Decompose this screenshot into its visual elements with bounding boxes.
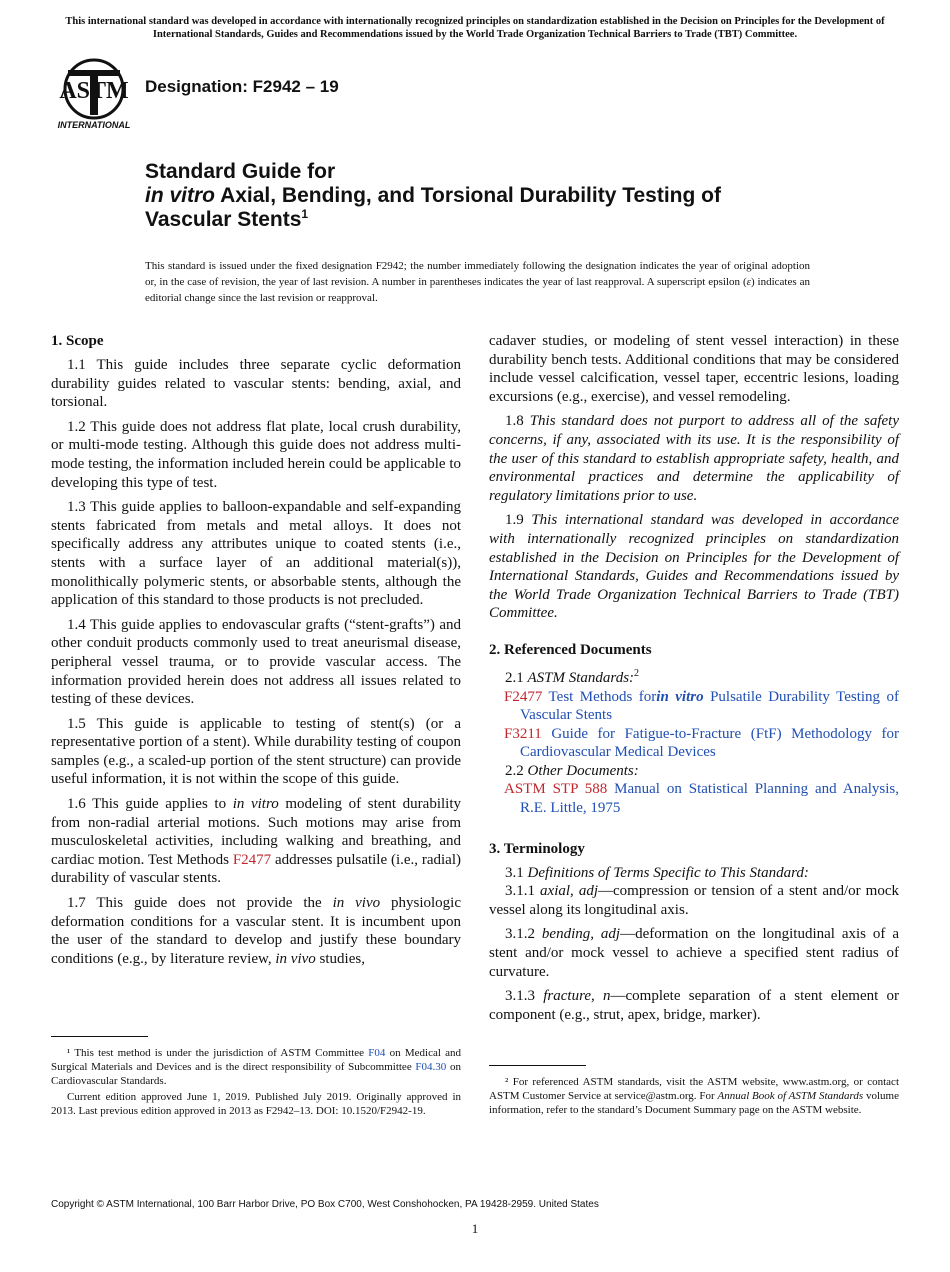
para-1-7-cont: cadaver studies, or modeling of stent vessel interaction) in these durability bench tests. Additional conditions that may be considered include vessel calcification, vessel taper, eccentric lesions, loading excursions (e.g., exercise), and vessel remodeling.: [489, 333, 899, 405]
footnote-rule-right: [489, 1065, 586, 1066]
other-documents-label: 2.2 Other Documents:: [505, 762, 639, 779]
ref-f3211[interactable]: F3211 Guide for Fatigue-to-Fracture (FtF) Methodology for Cardiovascular Medical Devices: [504, 725, 899, 761]
designation: Designation: F2942 – 19: [145, 77, 339, 96]
section-heading-terminology: 3. Terminology: [489, 840, 585, 857]
footnote-rule-left: [51, 1036, 148, 1037]
link-f2477[interactable]: F2477: [232, 851, 272, 868]
right-column: [489, 332, 899, 1030]
para-1-4: 1.4 This guide applies to endovascular grafts (“stent-grafts”) and other conduit products commonly used to treat aneurismal disease, peripheral vessel trauma, or to provide vascular access. The information provided herein does not address all issues related to testing of these devices.: [51, 616, 461, 708]
footnote-1: ¹ This test method is under the jurisdiction of ASTM Committee F04 on Medical and Surgical Materials and Devices and is the direct responsibility of Subcommittee F04.30 on Cardiovascular Standards. Current edition approved June 1, 2019. Published July 2019. Originally approved in 2013. Last previous edition approved in 2013 as F2942–13. DOI: 10.1520/F2942-19.: [51, 1047, 462, 1117]
page-number: 1: [471, 1221, 479, 1236]
svg-text:ASTM: ASTM: [59, 78, 129, 104]
para-1-3: 1.3 This guide applies to balloon-expandable and self-expanding stents fabricated from metals and metal alloys. It does not specifically address any attributes unique to coated stents (i.e., stents with a surface layer of an additional material(s)), monolithically polymeric stents, or absorbable stents, although the application of this standard to those products is not precluded.: [51, 499, 461, 609]
para-3-1-1: 3.1.1 axial, adj—compression or tension of a stent and/or mock vessel along its longitudinal axis.: [489, 883, 900, 918]
top-notice: This international standard was developed in accordance with internationally recognized principles on standardization established in the Decision on Principles for the Development of International Standards, Guides and Recommendations issued by the World Trade Organization Technical Barriers to Trade (TBT) Committee.: [65, 16, 885, 40]
para-3-1: 3.1 Definitions of Terms Specific to This Standard:: [505, 864, 809, 881]
section-heading-refs: 2. Referenced Documents: [489, 641, 652, 658]
para-3-1-3: 3.1.3 fracture, n—complete separation of a stent element or component (e.g., strut, apex, bridge, marker).: [489, 988, 900, 1023]
para-3-1-2: 3.1.2 bending, adj—deformation on the longitudinal axis of a stent and/or mock vessel to achieve a specified stent radius of curvature.: [489, 926, 899, 980]
copyright: Copyright © ASTM International, 100 Barr Harbor Drive, PO Box C700, West Conshohocken, PA 19428-2959. United States: [51, 1199, 599, 1210]
title-line-2: in vitro Axial, Bending, and Torsional Durability Testing of: [145, 184, 721, 207]
astm-logo: [54, 56, 134, 134]
svg-text:INTERNATIONAL: INTERNATIONAL: [57, 120, 131, 130]
para-1-2: 1.2 This guide does not address flat plate, local crush durability, or multi-mode testing. Although this guide does not address multi-mode testing, the information included herein could be applicable to developing this type of test.: [51, 418, 461, 491]
document-title: [145, 160, 845, 232]
para-1-6: 1.6 This guide applies to in vitro modeling of stent durability from non-radial arterial motions. Such motions may arise from musculoskeletal activities, including walking and breathing, and cardiac motion. Test Methods F2477 addresses pulsatile (i.e., radial) durability of vascular stents.: [51, 796, 461, 887]
left-column: [51, 332, 461, 974]
para-1-5: 1.5 This guide is applicable to testing of stent(s) (or a representative portion of a stent). While durability testing of coupon samples (e.g., a scaled-up portion of the stent structure) can provide useful information, it is not within the scope of this guide.: [51, 715, 461, 788]
footnote-2: ² For referenced ASTM standards, visit the ASTM website, www.astm.org, or contact ASTM Customer Service at service@astm.org. For Annual Book of ASTM Standards volume information, refer to the standard’s Document Summary page on the ASTM website.: [489, 1076, 899, 1116]
astm-standards-label: 2.1 ASTM Standards:$^2$: [505, 667, 640, 686]
link-f04-30[interactable]: F04.30: [415, 1061, 447, 1073]
para-1-9: 1.9 This international standard was developed in accordance with internationally recognized principles on standardization established in the Decision on Principles for the Development of International Standards, Guides and Recommendations issued by the World Trade Organization Technical Barriers to Trade (TBT) Committee.: [489, 512, 900, 622]
para-1-8: 1.8 This standard does not purport to address all of the safety concerns, if any, associated with its use. It is the responsibility of the user of this standard to establish appropriate safety, health, and environmental practices and determine the applicability of regulatory limitations prior to use.: [489, 413, 900, 504]
link-f04[interactable]: F04: [368, 1047, 386, 1059]
ref-f2477[interactable]: F2477 Test Methods forin vitro Pulsatile Durability Testing of Vascular Stents: [504, 688, 900, 724]
title-line-1: Standard Guide for: [145, 160, 336, 183]
para-1-1: 1.1 This guide includes three separate cyclic deformation durability guides related to vascular stents: bending, axial, and torsional.: [51, 357, 461, 411]
section-heading-scope: 1. Scope: [51, 333, 104, 349]
abstract: This standard is issued under the fixed designation F2942; the number immediately following the designation indicates the year of original adoption or, in the case of revision, the year of last revision. A number in parentheses indicates the year of last reapproval. A superscript epsilon (ε) indicates an editorial change since the last revision or reapproval.: [145, 260, 810, 304]
para-1-7: 1.7 This guide does not provide the in vivo physiologic deformation conditions for a vascular stent. It is incumbent upon the user of the standard to develop and justify these boundary conditions (e.g., by literature review, in vivo studies,: [51, 895, 462, 967]
ref-stp-588[interactable]: ASTM STP 588 Manual on Statistical Planning and Analysis, R.E. Little, 1975: [504, 781, 899, 817]
title-line-3: Vascular Stents$^1$: [145, 207, 309, 231]
